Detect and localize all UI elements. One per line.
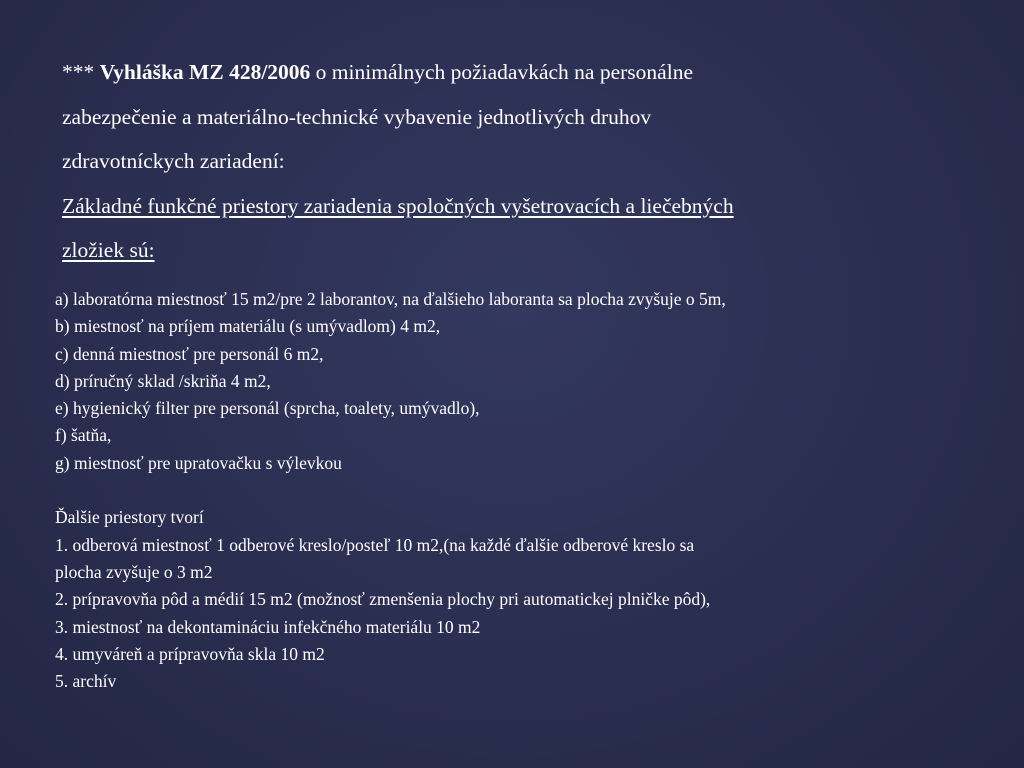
room-list xyxy=(55,286,1005,695)
list-item: 4. umyváreň a prípravovňa skla 10 m2 xyxy=(55,643,325,664)
list-item: g) miestnosť pre upratovačku s výlevkou xyxy=(55,452,342,473)
slide-heading xyxy=(62,50,962,273)
heading-prefix: *** xyxy=(62,60,100,84)
heading-line-1 xyxy=(62,50,962,95)
regulation-title: Vyhláška MZ 428/2006 xyxy=(99,60,311,84)
subheading-text-2: zložiek sú: xyxy=(62,238,155,262)
list-item: f) šatňa, xyxy=(55,425,112,446)
list-item: 5. archív xyxy=(55,671,117,692)
list-item: b) miestnosť na príjem materiálu (s umývadlom) 4 m2, xyxy=(55,316,441,337)
further-rooms-title: Ďalšie priestory tvorí xyxy=(55,507,204,528)
list-item: plocha zvyšuje o 3 m2 xyxy=(55,561,213,582)
list-spacer xyxy=(55,477,1005,504)
list-item: d) príručný sklad /skriňa 4 m2, xyxy=(55,370,271,391)
subheading-line-1 xyxy=(62,184,962,229)
subheading-line-2 xyxy=(62,228,962,273)
heading-line-2: zabezpečenie a materiálno-technické vybavenie jednotlivých druhov xyxy=(62,104,652,129)
list-item: a) laboratórna miestnosť 15 m2/pre 2 laborantov, na ďalšieho laboranta sa plocha zvyšuje o 5m, xyxy=(55,289,726,309)
list-item: 3. miestnosť na dekontamináciu infekčného materiálu 10 m2 xyxy=(55,616,481,637)
list-item: 1. odberová miestnosť 1 odberové kreslo/posteľ 10 m2,(na každé ďalšie odberové kreslo sa xyxy=(55,534,695,555)
heading-line-1-rest: o minimálnych požiadavkách na personálne xyxy=(310,60,693,84)
heading-line-3: zdravotníckych zariadení: xyxy=(62,149,285,173)
list-item: c) denná miestnosť pre personál 6 m2, xyxy=(55,343,324,364)
list-item: e) hygienický filter pre personál (sprcha, toalety, umývadlo), xyxy=(55,398,480,419)
list-item: 2. prípravovňa pôd a médií 15 m2 (možnosť zmenšenia plochy pri automatickej plničke pôd), xyxy=(55,589,711,610)
subheading-text-1: Základné funkčné priestory zariadenia spoločných vyšetrovacích a liečebných xyxy=(62,193,734,218)
